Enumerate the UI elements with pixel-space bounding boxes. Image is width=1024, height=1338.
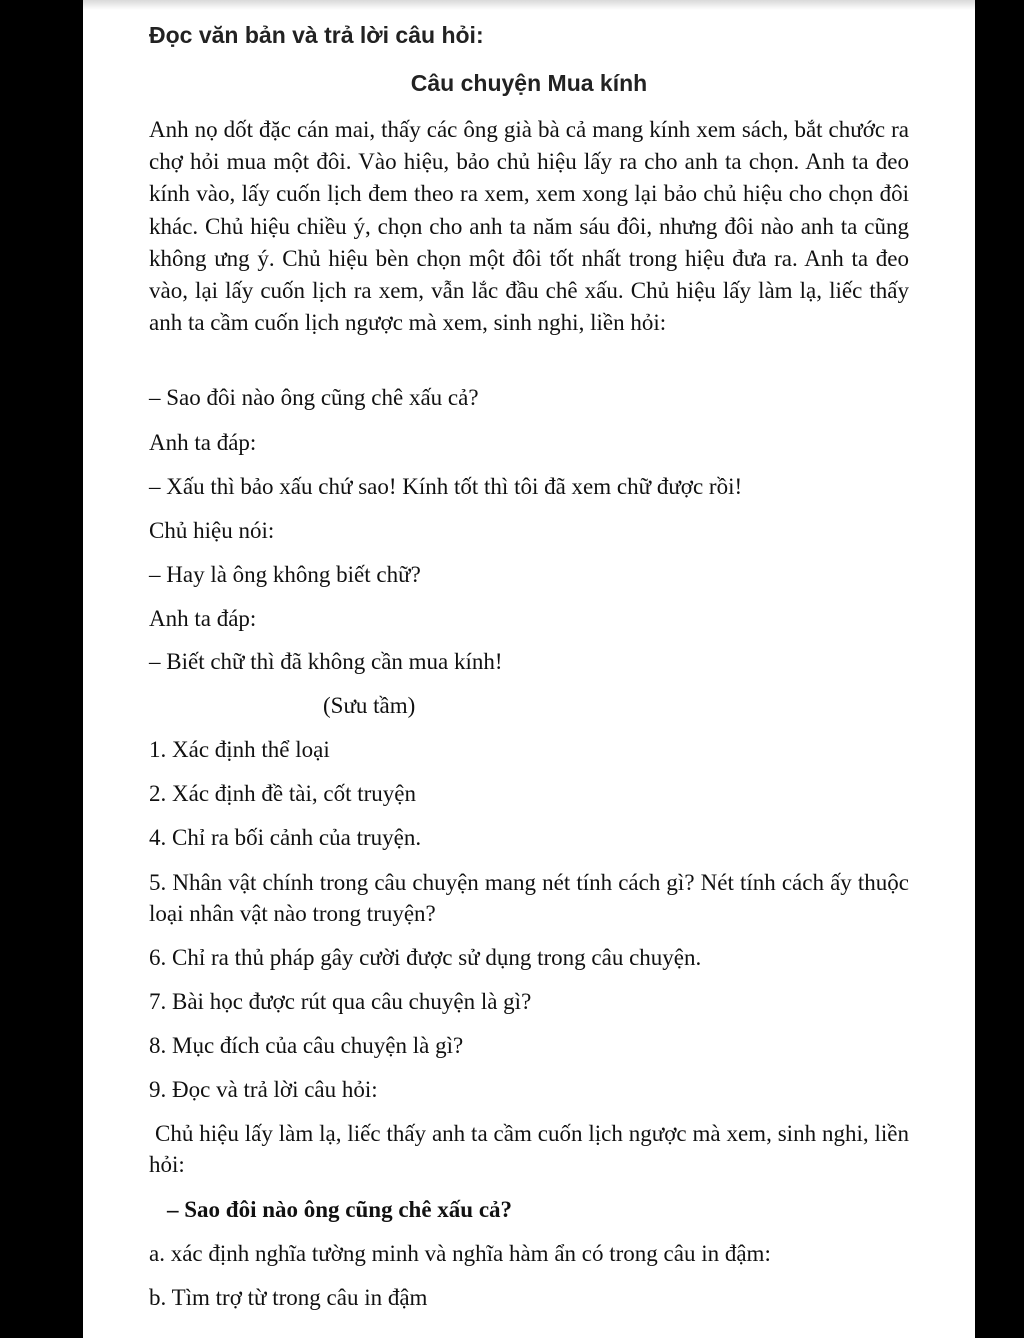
dialogue-line-2: Anh ta đáp: — [149, 430, 257, 455]
story-paragraph: Anh nọ dốt đặc cán mai, thấy các ông già bà cả mang kính xem sách, bắt chước ra chợ hỏi mua một đôi. Vào hiệu, bảo chủ hiệu lấy ra cho anh ta chọn. Anh ta đeo kính vào, lấy cuốn lịch đem theo ra xem, xem xong lại bảo chủ hiệu cho chọn đôi khác. Chủ hiệu chiều ý, chọn cho anh ta năm sáu đôi, nhưng đôi nào anh ta cũng không ưng ý. Chủ hiệu bèn chọn một đôi tốt nhất trong hiệu đưa ra. Anh ta đeo vào, lại lấy cuốn lịch ra xem, vẫn lắc đầu chê xấu. Chủ hiệu lấy làm lạ, liếc thấy anh ta cầm cuốn lịch ngược mà xem, sinh nghi, liền hỏi: — [149, 117, 909, 336]
source-note: (Sưu tầm) — [323, 693, 416, 718]
dialogue-line-3: – Xấu thì bảo xấu chứ sao! Kính tốt thì tôi đã xem chữ được rồi! — [149, 474, 743, 499]
story-title: Câu chuyện Mua kính — [410, 70, 648, 96]
question-9: 9. Đọc và trả lời câu hỏi: — [149, 1077, 378, 1102]
dialogue-line-1: – Sao đôi nào ông cũng chê xấu cả? — [149, 385, 479, 410]
question-5: 5. Nhân vật chính trong câu chuyện mang nét tính cách gì? Nét tính cách ấy thuộc loại nhân vật nào trong truyện? — [149, 870, 909, 926]
document-page — [83, 0, 975, 1338]
question-1: 1. Xác định thể loại — [149, 737, 330, 762]
excerpt-paragraph: Chủ hiệu lấy làm lạ, liếc thấy anh ta cầm cuốn lịch ngược mà xem, sinh nghi, liền hỏi: — [149, 1121, 909, 1177]
instruction-heading: Đọc văn bản và trả lời câu hỏi: — [149, 22, 484, 48]
sub-question-b: b. Tìm trợ từ trong câu in đậm — [149, 1285, 428, 1310]
dialogue-line-7: – Biết chữ thì đã không cần mua kính! — [149, 649, 503, 674]
dialogue-line-5: – Hay là ông không biết chữ? — [149, 562, 421, 587]
question-8: 8. Mục đích của câu chuyện là gì? — [149, 1033, 464, 1058]
question-4: 4. Chỉ ra bối cảnh của truyện. — [149, 825, 422, 850]
page-top-shadow — [83, 0, 975, 10]
question-2: 2. Xác định đề tài, cốt truyện — [149, 781, 416, 806]
dialogue-line-6: Anh ta đáp: — [149, 606, 257, 631]
sub-question-a: a. xác định nghĩa tường minh và nghĩa hàm ẩn có trong câu in đậm: — [149, 1241, 771, 1266]
dialogue-line-4: Chủ hiệu nói: — [149, 518, 275, 543]
question-7: 7. Bài học được rút qua câu chuyện là gì? — [149, 989, 532, 1014]
bold-quote: – Sao đôi nào ông cũng chê xấu cả? — [167, 1197, 513, 1222]
question-6: 6. Chỉ ra thủ pháp gây cười được sử dụng trong câu chuyện. — [149, 945, 702, 970]
